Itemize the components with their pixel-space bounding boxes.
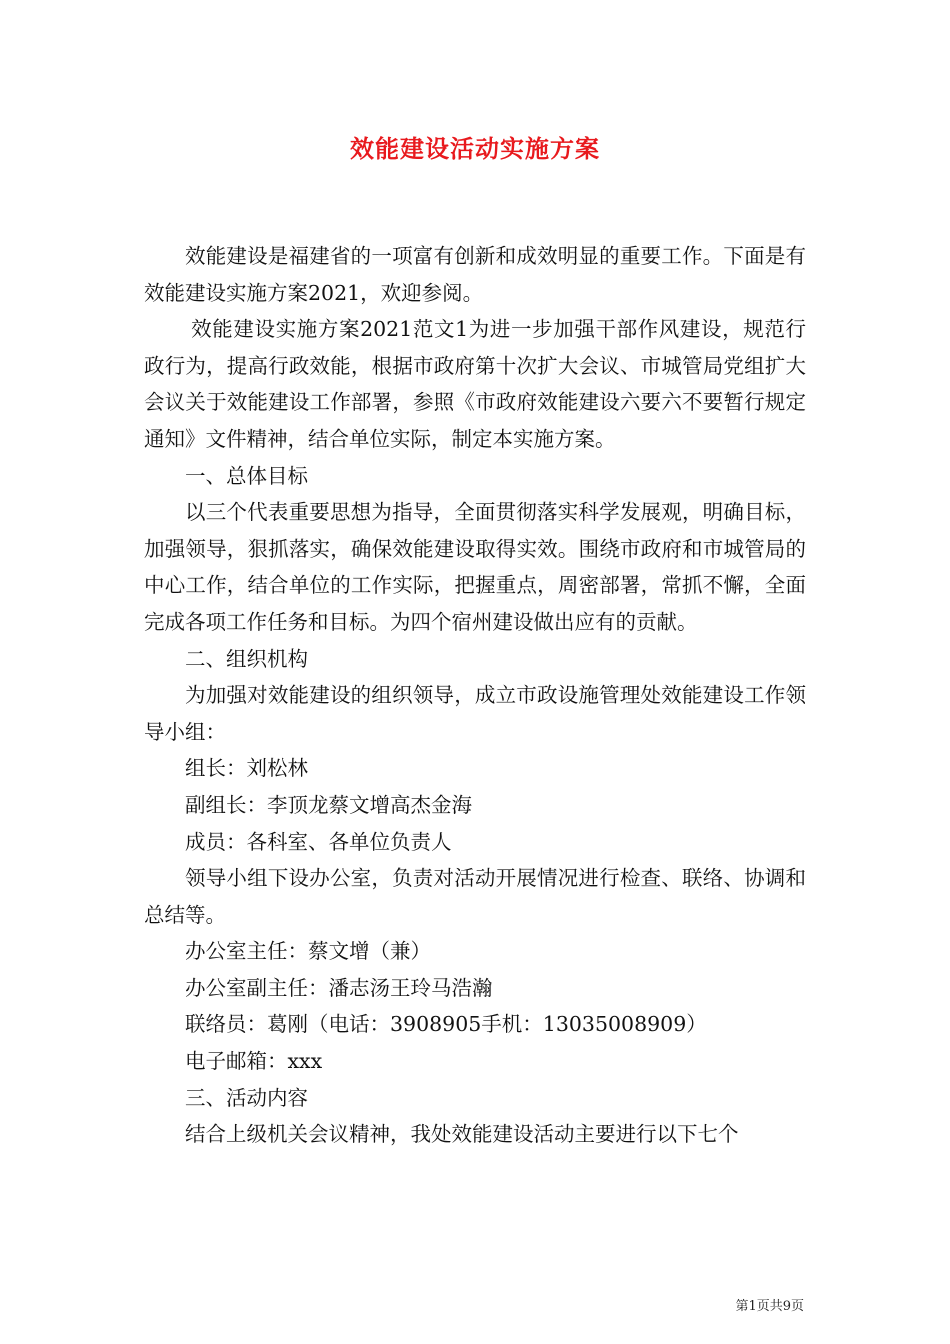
line-liaison: 联络员：葛刚（电话：3908905手机：13035008909） bbox=[185, 1012, 707, 1037]
line-office-deputy: 办公室副主任：潘志汤王玲马浩瀚 bbox=[185, 975, 493, 1000]
line-office-director: 办公室主任：蔡文增（兼） bbox=[185, 939, 431, 964]
heading-overall-goal: 一、总体目标 bbox=[185, 463, 308, 488]
paragraph-intro: 效能建设是福建省的一项富有创新和成效明显的重要工作。下面是有效能建设实施方案2021，欢迎参阅。 bbox=[144, 244, 806, 305]
paragraph-leading-group: 为加强对效能建设的组织领导，成立市政设施管理处效能建设工作领导小组： bbox=[144, 683, 806, 744]
paragraph-sample-1: 效能建设实施方案2021范文1为进一步加强干部作风建设，规范行政行为，提高行政效能，根据市政府第十次扩大会议、市城管局党组扩大会议关于效能建设工作部署，参照《市政府效能建设六要六不要暂行规定通知》文件精神，结合单位实际，制定本实施方案。 bbox=[144, 317, 806, 451]
document-body bbox=[144, 238, 806, 1153]
heading-activity-content: 三、活动内容 bbox=[185, 1085, 308, 1110]
paragraph-office-duty: 领导小组下设办公室，负责对活动开展情况进行检查、联络、协调和总结等。 bbox=[144, 866, 806, 927]
paragraph-activity-intro: 结合上级机关会议精神，我处效能建设活动主要进行以下七个 bbox=[185, 1122, 739, 1147]
paragraph-goal-detail: 以三个代表重要思想为指导，全面贯彻落实科学发展观，明确目标，加强领导，狠抓落实，确保效能建设取得实效。围绕市政府和市城管局的中心工作，结合单位的工作实际，把握重点，周密部署，常抓不懈，全面完成各项工作任务和目标。为四个宿州建设做出应有的贡献。 bbox=[144, 500, 806, 634]
line-email: 电子邮箱：xxx bbox=[185, 1049, 323, 1074]
heading-organization: 二、组织机构 bbox=[185, 646, 308, 671]
line-members: 成员：各科室、各单位负责人 bbox=[185, 829, 452, 854]
page-number: 第1页共9页 bbox=[735, 1299, 804, 1314]
line-group-leader: 组长：刘松林 bbox=[185, 756, 308, 781]
line-deputy-leaders: 副组长：李顶龙蔡文增高杰金海 bbox=[185, 792, 472, 817]
document-title: 效能建设活动实施方案 bbox=[350, 134, 600, 163]
